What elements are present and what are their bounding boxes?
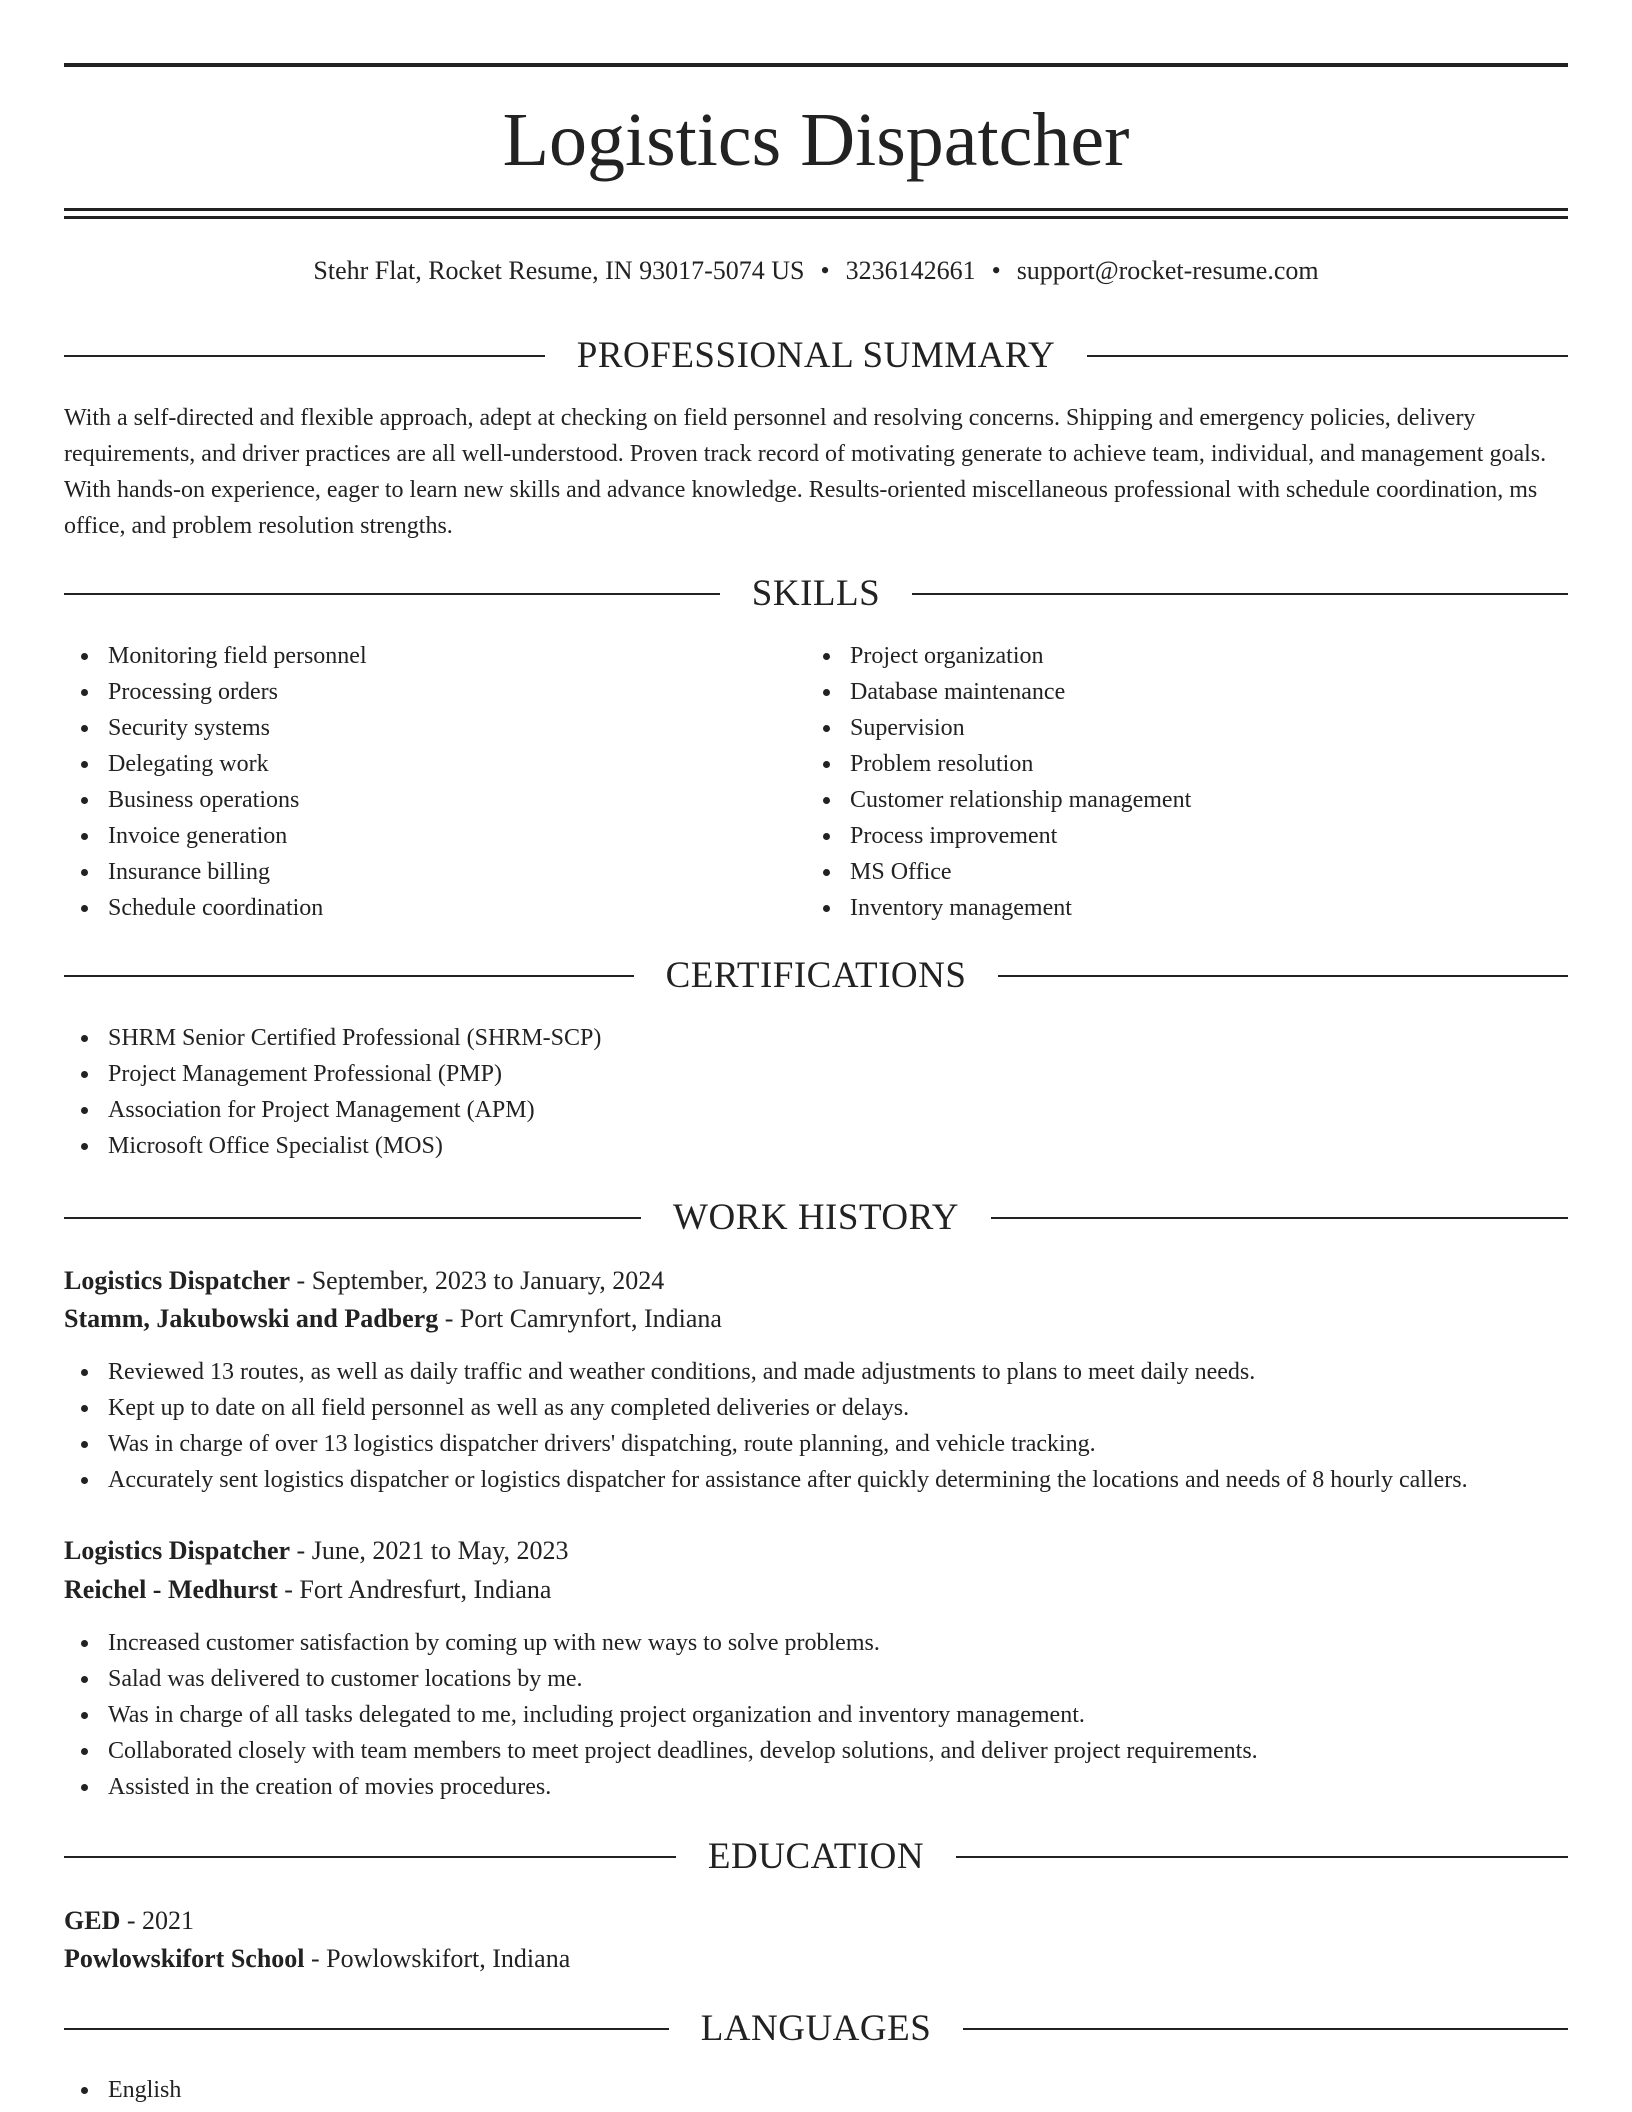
job-company: Stamm, Jakubowski and Padberg xyxy=(64,1304,439,1333)
job-bullet: Salad was delivered to customer locations by me. xyxy=(64,1661,1568,1697)
section-rule xyxy=(64,593,720,595)
skill-item: Supervision xyxy=(806,710,1546,746)
contact-address: Stehr Flat, Rocket Resume, IN 93017-5074 US xyxy=(313,256,805,285)
contact-separator: • xyxy=(991,256,1001,285)
header-bottom-rule-2 xyxy=(64,216,1568,219)
job-title-line xyxy=(64,1262,664,1300)
skill-item: Monitoring field personnel xyxy=(64,638,804,674)
section-header-languages xyxy=(64,2007,1568,2051)
candidate-name: Logistics Dispatcher xyxy=(502,98,1130,182)
section-title-summary: PROFESSIONAL SUMMARY xyxy=(576,335,1056,376)
job-bullets xyxy=(64,1354,1568,1498)
section-rule xyxy=(64,1217,641,1219)
job-bullet: Kept up to date on all field personnel as well as any completed deliveries or delays. xyxy=(64,1390,1568,1426)
section-title-skills: SKILLS xyxy=(751,573,881,614)
language-item: English xyxy=(64,2072,1568,2108)
section-title-education: EDUCATION xyxy=(707,1836,925,1877)
skill-item: Business operations xyxy=(64,782,804,818)
job-title: Logistics Dispatcher xyxy=(64,1266,291,1295)
skill-item: MS Office xyxy=(806,854,1546,890)
section-title-work: WORK HISTORY xyxy=(673,1197,959,1238)
skills-list-left xyxy=(64,638,804,926)
section-header-skills xyxy=(64,572,1568,616)
contact-line xyxy=(64,254,1568,288)
section-rule xyxy=(64,975,634,977)
section-title-certifications: CERTIFICATIONS xyxy=(665,955,967,996)
job-company: Reichel - Medhurst xyxy=(64,1575,278,1604)
skill-item: Insurance billing xyxy=(64,854,804,890)
education-degree-line xyxy=(64,1902,194,1940)
job-bullet: Assisted in the creation of movies procedures. xyxy=(64,1769,1568,1805)
skill-item: Invoice generation xyxy=(64,818,804,854)
job-bullet: Accurately sent logistics dispatcher or logistics dispatcher for assistance after quickly determining the locations and needs of 8 hourly callers. xyxy=(64,1462,1568,1498)
job-company-line xyxy=(64,1300,722,1338)
section-rule xyxy=(912,593,1568,595)
education-school: Powlowskifort School xyxy=(64,1944,305,1973)
section-rule xyxy=(998,975,1568,977)
job-company-line xyxy=(64,1571,551,1609)
certification-item: Project Management Professional (PMP) xyxy=(64,1056,1568,1092)
skill-item: Delegating work xyxy=(64,746,804,782)
section-rule xyxy=(963,2028,1568,2030)
job-bullets xyxy=(64,1625,1568,1805)
header-top-rule xyxy=(64,63,1568,67)
section-rule xyxy=(956,1856,1568,1858)
section-rule xyxy=(1087,355,1568,357)
skill-item: Inventory management xyxy=(806,890,1546,926)
education-degree: GED xyxy=(64,1906,121,1935)
certification-item: SHRM Senior Certified Professional (SHRM-SCP) xyxy=(64,1020,1568,1056)
section-header-summary xyxy=(64,334,1568,378)
skills-list-right xyxy=(806,638,1546,926)
skill-item: Security systems xyxy=(64,710,804,746)
section-header-work xyxy=(64,1196,1568,1240)
certifications-list xyxy=(64,1020,1568,1164)
job-bullet: Was in charge of over 13 logistics dispatcher drivers' dispatching, route planning, and vehicle tracking. xyxy=(64,1426,1568,1462)
contact-separator: • xyxy=(820,256,830,285)
section-rule xyxy=(64,1856,676,1858)
skill-item: Process improvement xyxy=(806,818,1546,854)
section-rule xyxy=(64,355,545,357)
section-header-education xyxy=(64,1835,1568,1879)
skill-item: Customer relationship management xyxy=(806,782,1546,818)
skill-item: Project organization xyxy=(806,638,1546,674)
section-title-languages: LANGUAGES xyxy=(700,2008,932,2049)
job-dates: - June, 2021 to May, 2023 xyxy=(290,1536,569,1565)
languages-list xyxy=(64,2072,1568,2108)
job-dates: - September, 2023 to January, 2024 xyxy=(290,1266,665,1295)
job-bullet: Reviewed 13 routes, as well as daily traffic and weather conditions, and made adjustments to plans to meet daily needs. xyxy=(64,1354,1568,1390)
job-title: Logistics Dispatcher xyxy=(64,1536,291,1565)
job-title-line xyxy=(64,1532,569,1570)
education-location: - Powlowskifort, Indiana xyxy=(304,1944,571,1973)
education-year: - 2021 xyxy=(120,1906,195,1935)
summary-text: With a self-directed and flexible approach, adept at checking on field personnel and resolving concerns. Shipping and emergency policies, delivery requirements, and driver practices are all well-understood. Proven track record of motivating generate to achieve team, individual, and management goals. With hands-on experience, eager to learn new skills and advance knowledge. Results-oriented miscellaneous professional with schedule coordination, ms office, and problem resolution strengths. xyxy=(64,405,1547,539)
skill-item: Processing orders xyxy=(64,674,804,710)
job-bullet: Increased customer satisfaction by coming up with new ways to solve problems. xyxy=(64,1625,1568,1661)
skill-item: Database maintenance xyxy=(806,674,1546,710)
education-school-line xyxy=(64,1940,570,1978)
certification-item: Microsoft Office Specialist (MOS) xyxy=(64,1128,1568,1164)
header-bottom-rule xyxy=(64,208,1568,211)
section-rule xyxy=(991,1217,1568,1219)
skill-item: Schedule coordination xyxy=(64,890,804,926)
section-header-certifications xyxy=(64,954,1568,998)
certification-item: Association for Project Management (APM) xyxy=(64,1092,1568,1128)
job-location: - Port Camrynfort, Indiana xyxy=(438,1304,722,1333)
contact-email[interactable]: support@rocket-resume.com xyxy=(1016,256,1319,285)
job-bullet: Was in charge of all tasks delegated to me, including project organization and inventory management. xyxy=(64,1697,1568,1733)
job-bullet: Collaborated closely with team members to meet project deadlines, develop solutions, and deliver project requirements. xyxy=(64,1733,1568,1769)
contact-phone: 3236142661 xyxy=(845,256,976,285)
job-location: - Fort Andresfurt, Indiana xyxy=(277,1575,552,1604)
section-rule xyxy=(64,2028,669,2030)
skill-item: Problem resolution xyxy=(806,746,1546,782)
